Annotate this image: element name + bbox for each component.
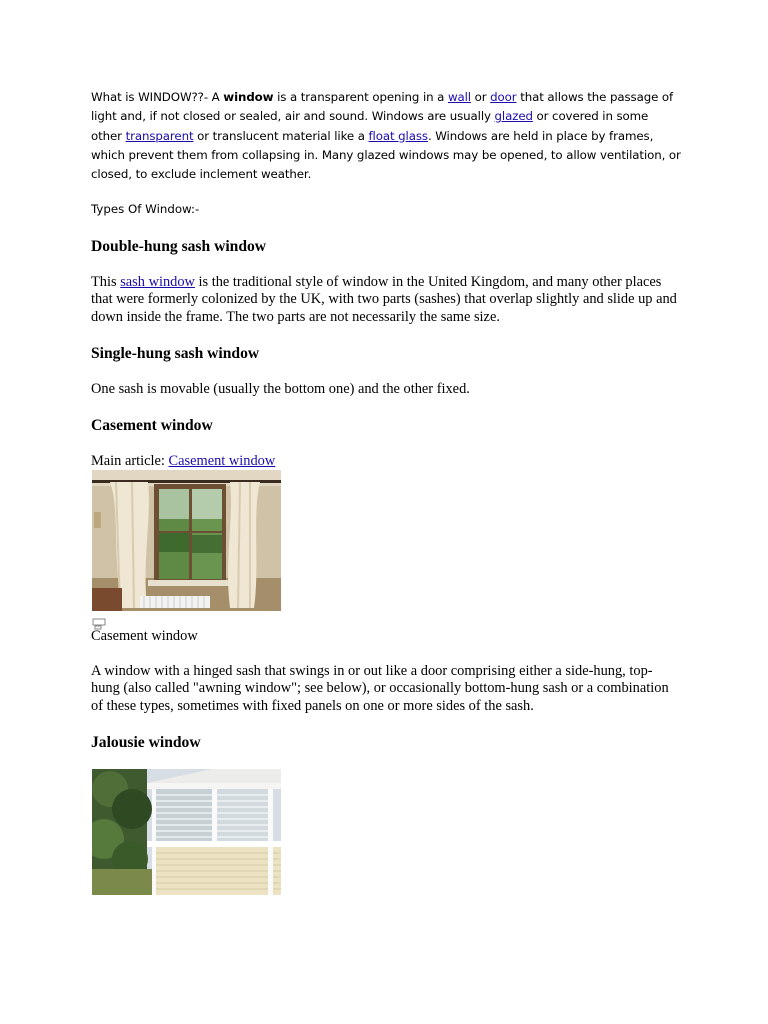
casement-window-photo [92, 470, 281, 611]
link-casement-window[interactable]: Casement window [168, 453, 276, 469]
heading-single-hung: Single-hung sash window [91, 345, 260, 362]
link-door[interactable]: door [490, 90, 517, 104]
link-wall[interactable]: wall [447, 90, 471, 104]
double-hung-paragraph [91, 274, 681, 326]
double-hung-post: is the traditional style of window in the United Kingdom, and many other places that were formerly colonized by the UK, with two parts (sashes) that overlap slightly and slide up and down inside the frame. The two parts are not necessarily the same size. [91, 274, 677, 325]
casement-main-article [91, 453, 681, 470]
intro-text-3: that allows the passage of light and, if not closed or sealed, air and sound. Windows are usually [91, 90, 674, 124]
intro-text-4: or covered in some other [91, 109, 649, 143]
link-glazed[interactable]: glazed [494, 109, 533, 124]
intro-text-5: or translucent material like a [193, 128, 369, 143]
jalousie-window-photo [92, 769, 281, 895]
intro-paragraph [91, 88, 681, 184]
intro-bold-window: window [223, 90, 274, 104]
single-hung-paragraph: One sash is movable (usually the bottom one) and the other fixed. [91, 381, 470, 397]
heading-double-hung: Double-hung sash window [91, 238, 267, 255]
casement-caption: Casement window [91, 628, 198, 644]
types-of-window-label: Types Of Window:- [91, 202, 200, 216]
heading-jalousie: Jalousie window [91, 734, 201, 751]
link-transparent[interactable]: transparent [125, 128, 194, 143]
main-article-prefix: Main article: [91, 453, 169, 469]
intro-lead: What is WINDOW??- A [91, 90, 224, 104]
link-sash-window[interactable]: sash window [120, 274, 195, 290]
intro-text-1: is a transparent opening in a [273, 90, 448, 104]
casement-paragraph: A window with a hinged sash that swings in or out like a door comprising either a side-hung, top-hung (also called "awning window"; see below), or occasionally bottom-hung sash or a combination of these types, sometimes with fixed panels on one or more sides of the sash. [91, 663, 669, 714]
heading-casement: Casement window [91, 417, 213, 434]
intro-text-2: or [471, 90, 491, 104]
double-hung-pre: This [91, 274, 121, 290]
link-float-glass[interactable]: float glass [368, 128, 428, 143]
intro-text-6: . Windows are held in place by frames, which prevent them from collapsing in. Many glazed windows may be opened, to allow ventilation, or closed, to exclude inclement weather. [91, 128, 681, 182]
